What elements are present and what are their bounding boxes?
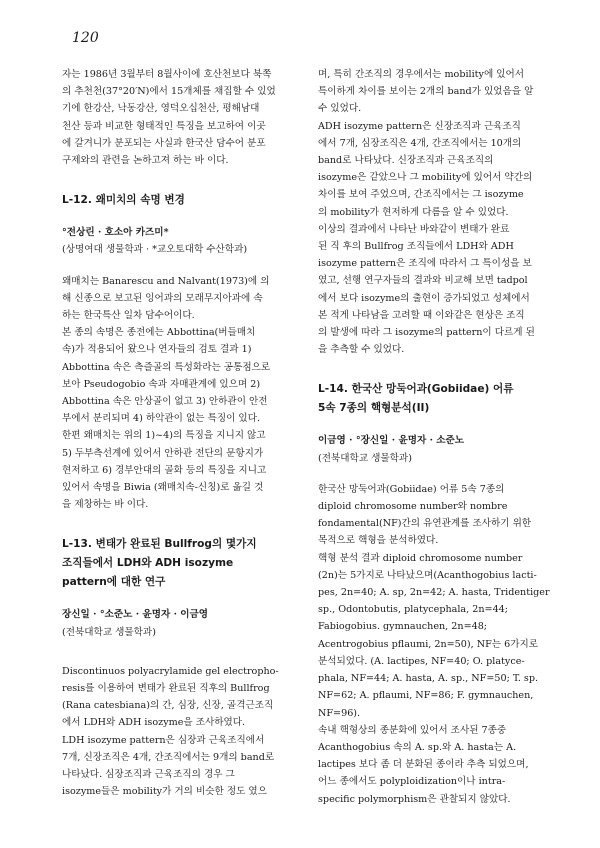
abstract-l14-para3: 속내 핵형상의 종분화에 있어서 조사된 7종중 Acanthogobius 속의 A. sp.와 A. hasta는 A. lactipes 보다 좀 더 분화된 종이라 추측 되었으며, 어느 종에서도 polyploidization이나 intra- specific polymorphism은 관찰되지 않았다. [318,724,529,805]
abstract-l13-continued: 며, 특히 간조직의 경우에서는 mobility에 있어서 특이하게 차이를 보이는 2개의 band가 있었음을 알 수 있었다. [318,69,534,115]
abstract-l13-adh: ADH isozyme pattern은 신장조직과 근육조직 에서 7개, 심장조직은 4개, 간조직에서는 10개의 band로 나타났다. 신장조직과 근육조직의 isozyme은 같았으나 그 mobility에 있어서 약간의 차이를 보여 주었으며, 간조직에서는 그 isozyme 의 mobility가 현저하게 다름을 알 수 있었다. [318,120,533,218]
page-number: 120 [72,30,99,46]
authors-l12: °전상린 · 호소아 카즈미* [62,227,169,239]
abstract-l12-para1: 왜매치는 Banarescu and Nalvant(1973)에 의 해 신종으로 보고된 잉어과의 모래무지아과에 속 하는 한국특산 일차 담수어이다. [62,275,270,322]
abstract-l13-result: 이상의 결과에서 나타난 바와같이 변태가 완료 된 직 후의 Bullfrog 조직들에서 LDH와 ADH isozyme pattern은 조직에 따라서 그 특이성을 보 였고, 선행 연구자들의 결과와 비교해 보면 tadpol 에서 보다 isozyme의 출현이 증가되었고 성체에서 본 적게 나타남을 고려할 때 이와같은 현상은 조직 의 발생에 따라 그 isozyme의 pattern이 다르게 된 을 추측할 수 있었다. [318,223,535,356]
authors-l14: 이금영 · °장신일 · 윤명자 · 소준노 [318,435,465,447]
affiliation-l14: (전북대학교 생물학과) [318,452,412,464]
affiliation-l13: (전북대학교 생물학과) [62,626,156,638]
affiliation-l12: (상명여대 생물학과 · *교오토대학 수산학과) [62,244,248,256]
section-title-l13: L-13. 변태가 완료된 Bullfrog의 몇가지 조직들에서 LDH와 ADH isozyme pattern에 대한 연구 [62,538,257,589]
abstract-l13-para2: LDH isozyme pattern은 심장과 근육조직에서 7개, 신장조직은 4개, 간조직에서는 9개의 band로 나타났다. 심장조직과 근육조직의 경우 그 isozyme들은 mobility가 거의 비슷한 정도 였으 [62,734,275,798]
abstract-l14-para1: 한국산 망둑어과(Gobiidae) 어류 5속 7종의 diploid chromosome number와 nombre fondamental(NF)간의 유연관계를 조사하기 위한 목적으로 핵형을 분석하였다. [318,483,532,547]
abstract-l14-para2: 핵형 분석 결과 diploid chromosome number (2n)는 5가지로 나타났으며(Acanthogobius lacti- pes, 2n=40; A. sp, 2n=42; A. hasta, Tridentiger sp., Odontobutis, platycephala, 2n=44; Fabiogobius. gymnauchen, 2n=48; Acentrogobius pflaumi, 2n=50), NF는 6가지로 분석되었다. (A. lactipes, NF=40; O. platyce- phala, NF=44; A. hasta, A. sp., NF=50; T. sp. NF=62; A. pflaumi, NF=86; F. gymnauchen, NF=96). [318,552,550,719]
section-title-l12: L-12. 왜미치의 속명 변경 [62,194,185,207]
section-title-l14: L-14. 한국산 망둑어과(Gobiidae) 어류 5속 7종의 핵형분석(II) [318,383,514,415]
abstract-l12-para2: 본 종의 속명은 종전에는 Abbottina(버들매치 속)가 적용되어 왔으나 연자들의 검토 결과 1) Abbottina 속은 측즐골의 특성화라는 공통점으로 보아 Pseudogobio 속과 자매관계에 있으며 2) Abbottina 속은 안상골이 없고 3) 안하관이 안전 부에서 분리되며 4) 하악관이 없는 특징이 있다. 한편 왜매치는 위의 1)~4)의 특징을 지니지 않고 5) 두부측선계에 있어서 안하관 전단의 문항지가 현저하고 6) 경부안대의 골화 등의 특징을 지니고 있어서 속명을 Biwia (왜매치속-신칭)로 옮길 것 을 제창하는 바 이다. [62,327,271,511]
abstract-l13-para1: Discontinuos polyacrylamide gel electropho- resis를 이용하여 변태가 완료된 직후의 Bullfrog (Rana catesbiana)의 간, 심장, 신장, 골격근조직 에서 LDH와 ADH isozyme을 조사하였다. [62,665,279,729]
left-column [62,66,316,801]
intro-text: 자는 1986년 3월부터 8월사이에 호산천보다 북쪽 의 추천천(37°20′N)에서 15개체를 채집할 수 있었 기에 한강산, 낙동강산, 영덕오십천산, 평해남대 천산 등과 비교한 형태적인 특징을 보고하여 이곳 에 갈겨니가 분포되는 사실과 한국산 담수어 분포 구제와의 관련을 논하고져 하는 바 이다. [62,69,276,167]
authors-l13: 장신일 · °소준노 · 윤명자 · 이금영 [62,609,209,621]
right-column [318,66,572,808]
